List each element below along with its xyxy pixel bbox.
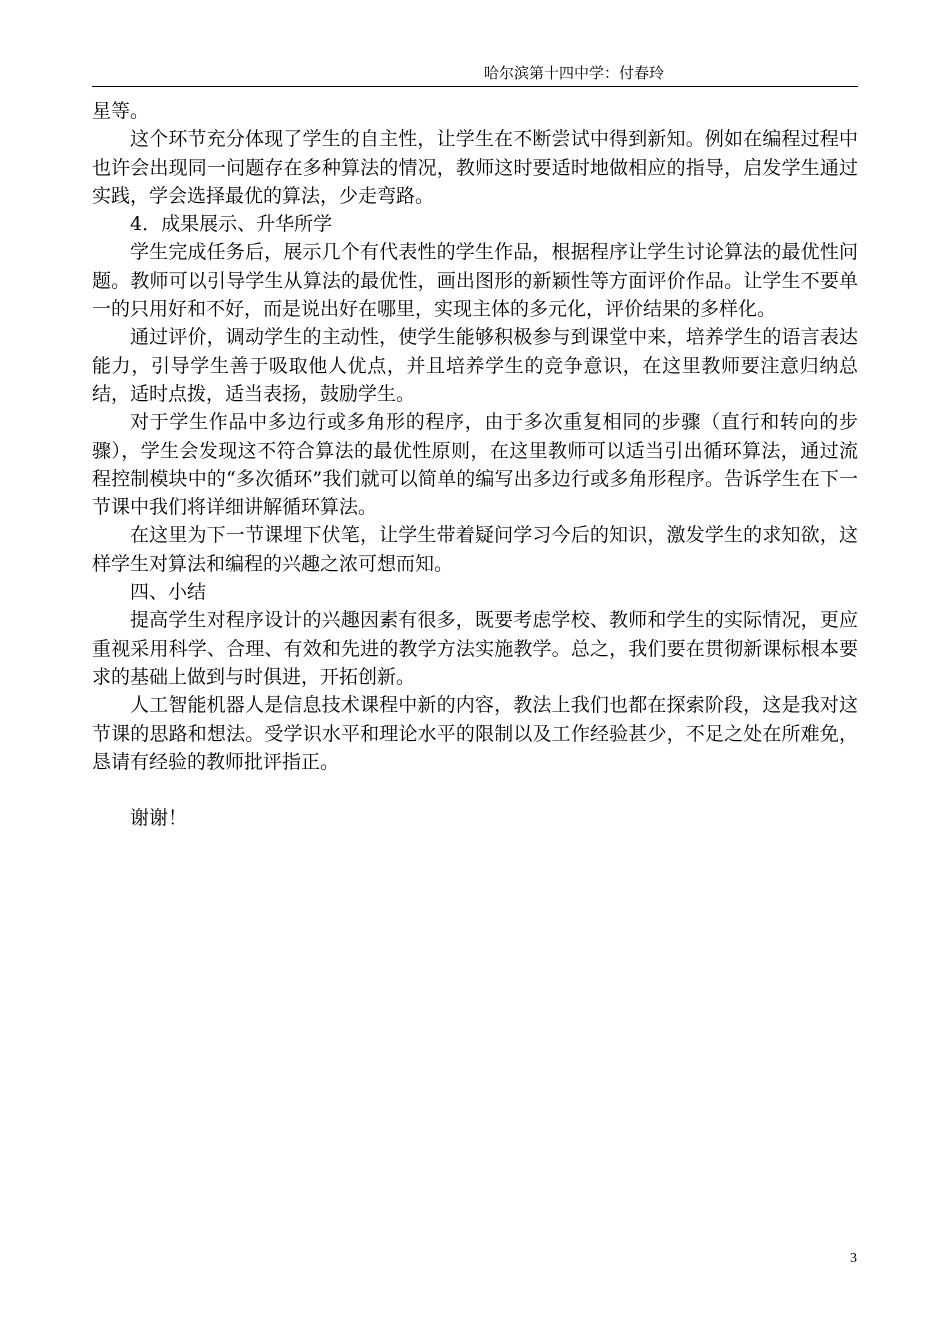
- paragraph-showcase: 学生完成任务后，展示几个有代表性的学生作品，根据程序让学生讨论算法的最优性问题。教师可以引导学生从算法的最优性，画出图形的新颖性等方面评价作品。让学生不要单一的只用好和不好，而是说出好在哪里，实现主体的多元化，评价结果的多样化。: [92, 241, 858, 321]
- closing-thanks: 谢谢！: [130, 807, 188, 830]
- paragraph-autonomy: 这个环节充分体现了学生的自主性，让学生在不断尝试中得到新知。例如在编程过程中也许会出现同一问题存在多种算法的情况，教师这时要适时地做相应的指导，启发学生通过实践，学会选择最优的算法，少走弯路。: [92, 128, 858, 207]
- header-rule: [92, 86, 858, 87]
- paragraph-loop-algorithm: 对于学生作品中多边行或多角形的程序，由于多次重复相同的步骤（直行和转向的步骤），学生会发现这不符合算法的最优性原则，在这里教师可以适当引出循环算法，通过流程控制模块中的“多次循环”我们就可以简单的编写出多边行或多角形程序。告诉学生在下一节课中我们将详细讲解循环算法。: [92, 411, 858, 519]
- page-number: 3: [850, 1251, 857, 1266]
- paragraph-conclusion: 人工智能机器人是信息技术课程中新的内容，教法上我们也都在探索阶段，这是我对这节课的思路和想法。受学识水平和理论水平的限制以及工作经验甚少，不足之处在所难免，恳请有经验的教师批评指正。: [92, 694, 858, 773]
- paragraph-evaluation: 通过评价，调动学生的主动性，使学生能够积极参与到课堂中来，培养学生的语言表达能力，引导学生善于吸取他人优点，并且培养学生的竞争意识，在这里教师要注意归纳总结，适时点拨，适当表扬，鼓励学生。: [92, 326, 858, 405]
- paragraph-continuation: 星等。: [92, 100, 150, 122]
- paragraph-foreshadow: 在这里为下一节课埋下伏笔，让学生带着疑问学习今后的知识，激发学生的求知欲，这样学生对算法和编程的兴趣之浓可想而知。: [92, 524, 858, 575]
- section-heading-showcase: 4．成果展示、升华所学: [130, 213, 333, 236]
- page-header: 哈尔滨第十四中学：付春玲: [484, 64, 665, 82]
- section-heading-summary: 四、小结: [130, 581, 207, 604]
- document-body: [92, 97, 858, 833]
- blank-line: [92, 776, 858, 804]
- paragraph-summary: 提高学生对程序设计的兴趣因素有很多，既要考虑学校、教师和学生的实际情况，更应重视采用科学、合理、有效和先进的教学方法实施教学。总之，我们要在贯彻新课标根本要求的基础上做到与时俱进，开拓创新。: [92, 609, 858, 688]
